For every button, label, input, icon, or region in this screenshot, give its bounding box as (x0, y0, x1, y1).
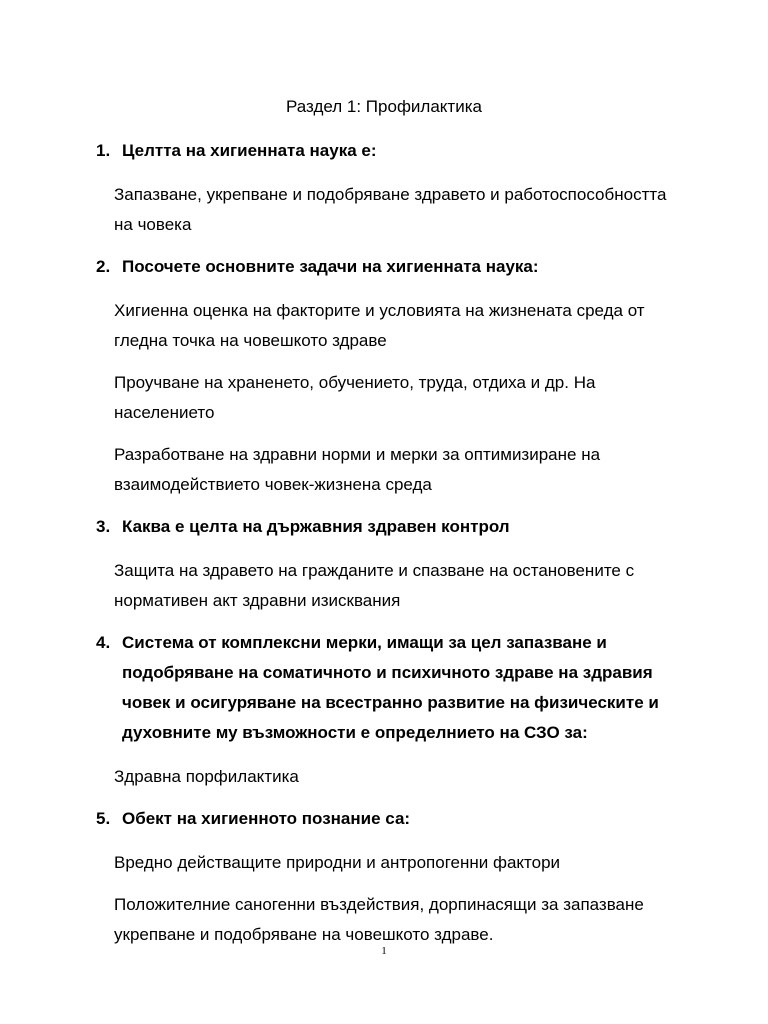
answer-2-1: Хигиенна оценка на факторите и условията на жизнената среда от гледна точка на човешкото здраве (114, 301, 645, 350)
answer-2-2: Проучване на храненето, обучението, труда, отдиха и др. На населението (114, 373, 596, 422)
question-3 (96, 512, 686, 542)
section-title: Раздел 1: Профилактика (286, 97, 482, 116)
answer-5-2: Положителние саногенни въздействия, дорпинасящи за запазване укрепване и подобряване на човешкото здраве. (114, 895, 644, 944)
question-list (96, 136, 686, 966)
question-5 (96, 804, 686, 834)
question-2 (96, 252, 686, 282)
answer-5-1: Вредно действащите природни и антропогенни фактори (114, 853, 561, 872)
question-number: 2. (96, 257, 111, 276)
question-number: 3. (96, 517, 111, 536)
question-text: Целтта на хигиенната наука е: (122, 141, 377, 160)
question-number: 4. (96, 633, 111, 652)
question-text: Каква е целта на държавния здравен контрол (122, 517, 510, 536)
page-number: 1 (381, 945, 387, 957)
answer-2-3: Разработване на здравни норми и мерки за оптимизиране на взаимодействието човек-жизнена среда (114, 445, 601, 494)
answer-1-1: Запазване, укрепване и подобряване здравето и работоспособността на човека (114, 185, 667, 234)
question-text: Обект на хигиенното познание са: (122, 809, 411, 828)
question-1 (96, 136, 686, 166)
question-4 (96, 628, 686, 748)
question-number: 1. (96, 141, 111, 160)
answer-4-1: Здравна порфилактика (114, 767, 299, 786)
answer-3-1: Защита на здравето на гражданите и спазване на остановените с нормативен акт здравни изисквания (114, 561, 635, 610)
question-text: Посочете основните задачи на хигиенната наука: (122, 257, 539, 276)
question-number: 5. (96, 809, 111, 828)
question-text: Система от комплексни мерки, имащи за цел запазване и подобряване на соматичното и психичното здраве на здравия човек и осигуряване на всестранно развитие на физическите и духовните му възможности е определнието на СЗО за: (122, 633, 659, 742)
